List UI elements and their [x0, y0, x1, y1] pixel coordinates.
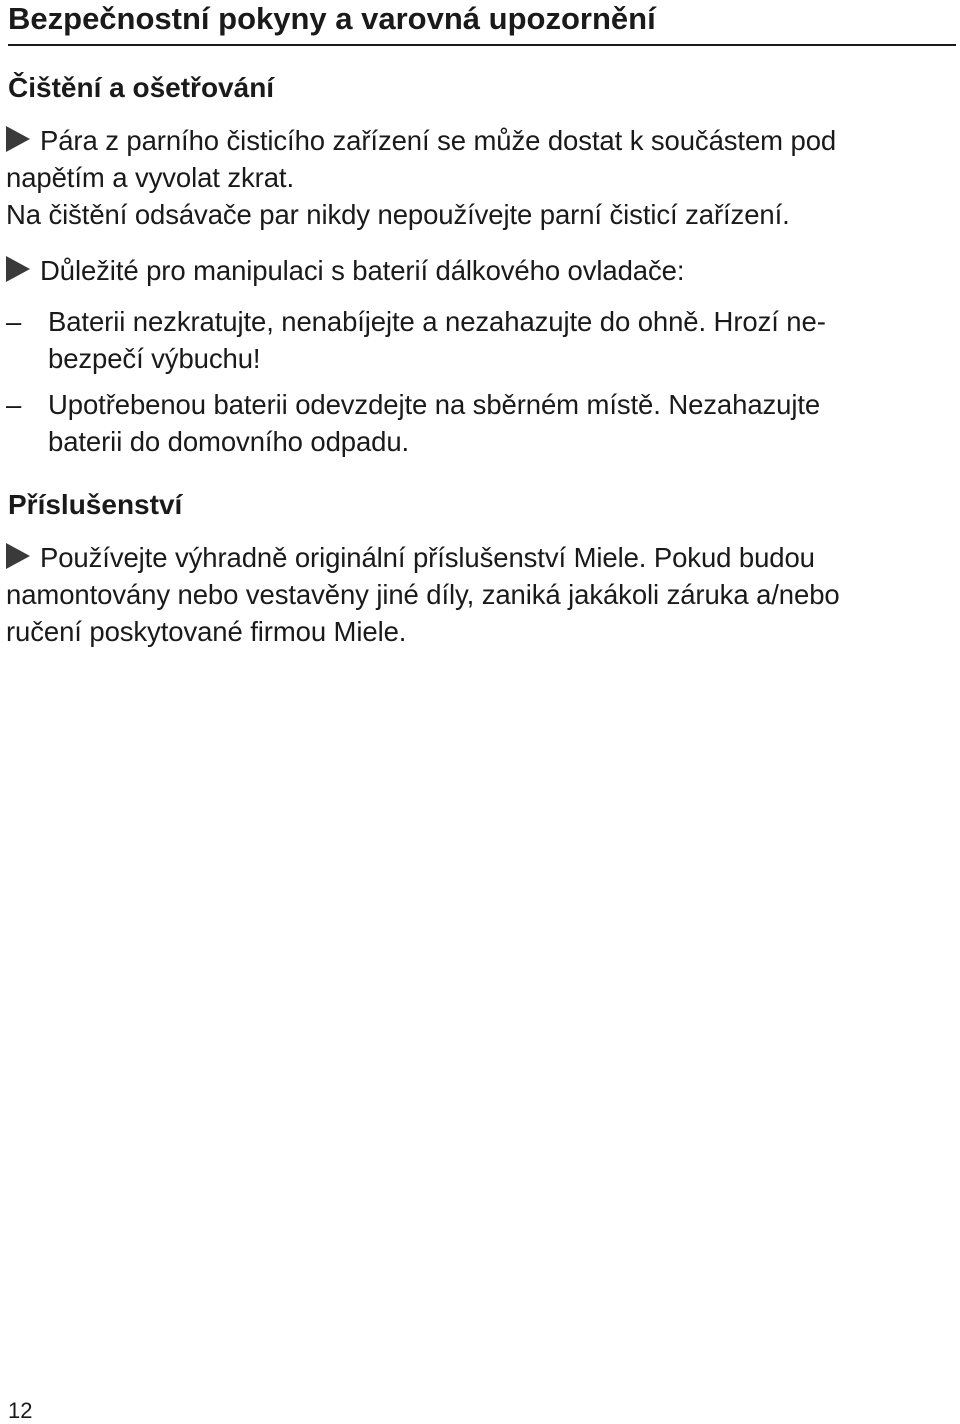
battery-intro-paragraph [6, 252, 956, 289]
steam-warning-line-2: napětím a vyvolat zkrat. [6, 162, 295, 193]
steam-warning-paragraph [6, 122, 956, 233]
section-heading-accessories: Příslušenství [8, 489, 183, 520]
battery-intro-text: Důležité pro manipulaci s baterií dálkového ovladače: [40, 255, 685, 286]
section-heading-cleaning: Čištění a ošetřování [8, 72, 275, 103]
steam-warning-line-1: Pára z parního čisticího zařízení se může dostat k součástem pod [6, 122, 956, 159]
triangle-bullet-icon [6, 126, 30, 152]
page-title: Bezpečnostní pokyny a varovná upozornění [8, 0, 956, 46]
steam-warning-line-3: Na čištění odsávače par nikdy nepoužívejte parní čisticí zařízení. [6, 199, 790, 230]
accessories-paragraph: Používejte výhradně originální příslušenství Miele. Pokud budou namontovány nebo vestavěny jiné díly, zaniká jakákoli záruka a/nebo ručení poskytované firmou Miele. [6, 542, 840, 647]
triangle-bullet-icon [6, 256, 30, 282]
page-number: 12 [8, 1398, 33, 1423]
list-item: – Baterii nezkratujte, nenabíjejte a nezahazujte do ohně. Hrozí ne- bezpečí výbuchu! [6, 303, 956, 377]
list-item: – Upotřebenou baterii odevzdejte na sběrném místě. Nezahazujte baterii do domovního odpadu. [6, 386, 956, 460]
dash-bullet: – [6, 306, 22, 337]
triangle-bullet-icon [6, 543, 30, 569]
dash-bullet: – [6, 389, 22, 420]
